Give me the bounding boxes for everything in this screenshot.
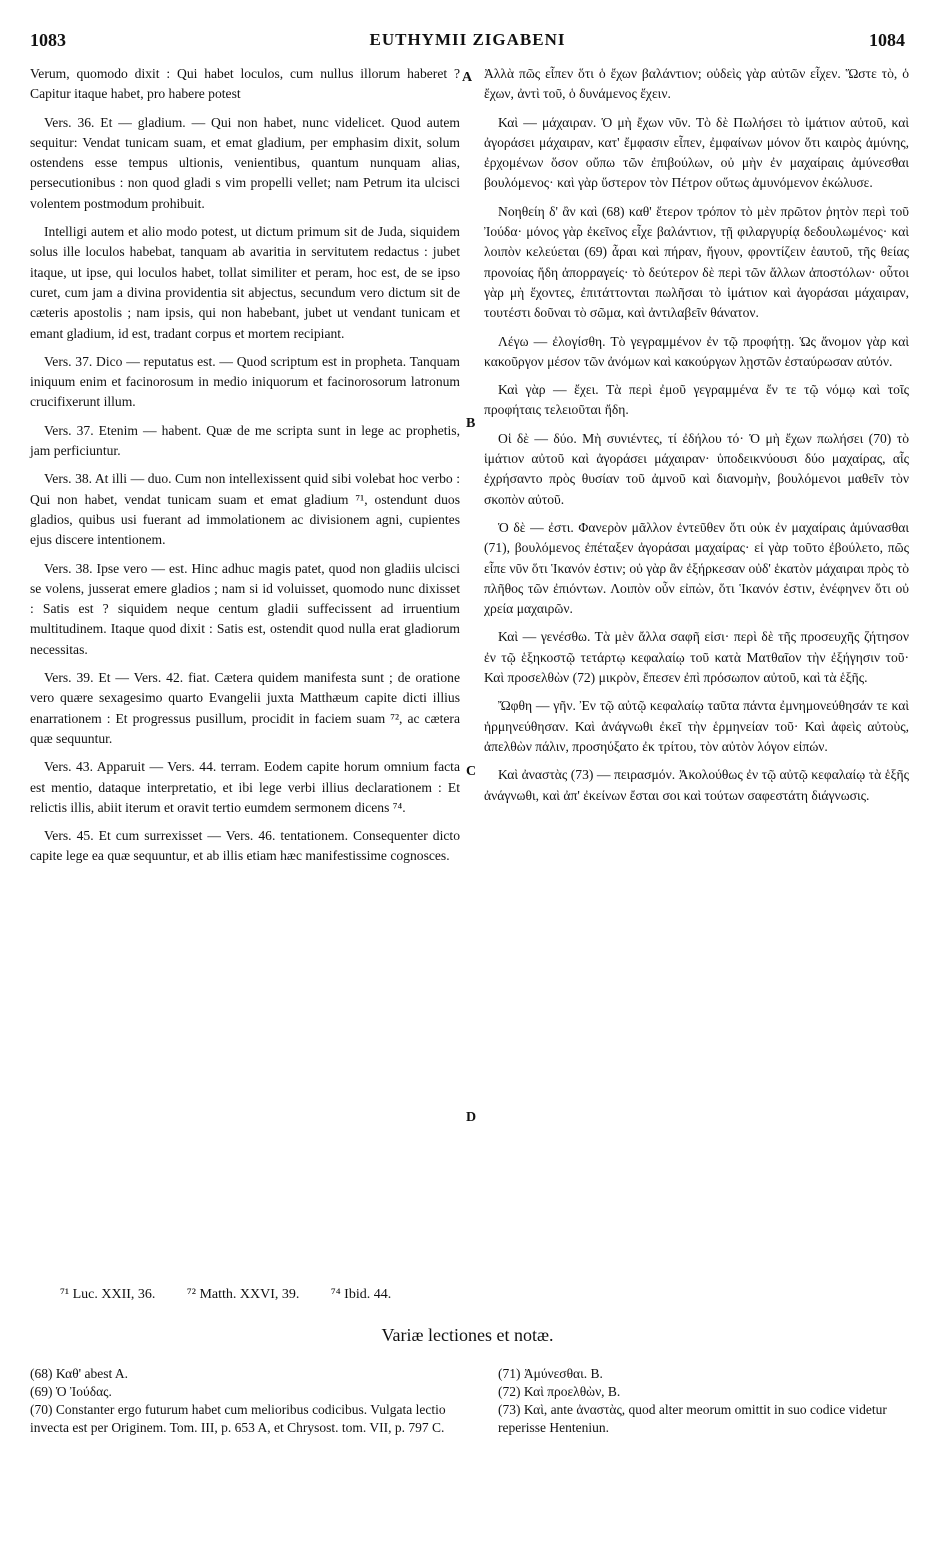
- variant-note: (69) Ὁ Ἰούδας.: [30, 1384, 112, 1399]
- latin-paragraph: Vers. 37. Etenim — habent. Quæ de me scripta sunt in lege ac prophetis, jam perficiuntur.: [30, 422, 460, 459]
- latin-column: [30, 64, 460, 875]
- latin-paragraph: Vers. 38. Ipse vero — est. Hinc adhuc magis patet, quod non gladiis ulcisci se volens, jusserat emere gladios ; nam si id voluisset, quomodo nunc dixisset : Satis est ? siquidem neque centum gladii suffecissent ad irruentium multitudinem. Itaque quod dixit : Satis est, ostendit quod nulla erat gladiorum necessitas.: [30, 560, 460, 657]
- page-number-right: 1084: [869, 30, 905, 50]
- footnote: ⁷⁴ Ibid. 44.: [330, 1287, 392, 1302]
- margin-marker-d: D: [466, 1110, 477, 1125]
- margin-marker-a: A: [462, 70, 473, 85]
- greek-paragraph: Νοηθείη δ' ἂν καὶ (68) καθ' ἕτερον τρόπον τὸ μὲν πρῶτον ῥητὸν περὶ τοῦ Ἰούδα· μόνος γὰρ ἐκεῖνος εἶχε βαλάντιον, τῇ φιλαργυρίᾳ δεδουλωμένος· καὶ λοιπὸν κελεύεται (69) ἆραι καὶ πήραν, ἤγουν, φροντίζειν ἑαυτοῦ, τῆς θείας προνοίας ἤδη ἀπορραγείς· τὸ δεύτερον δὲ περὶ τῶν ἄλλων ἀποστόλων· οὗτοι γὰρ μὴ ἔχοντες, ἐπιτάττονται πωλῆσαι τὸ ἱμάτιον καὶ ἀγοράσαι μάχαιραν, τουτέστι δοῦναι τὸ σῶμα, καὶ ἀντιλαβεῖν θάνατον.: [484, 203, 909, 321]
- footnote: ⁷² Matth. XXVI, 39.: [186, 1287, 300, 1302]
- greek-column: [484, 64, 909, 814]
- page-number-left: 1083: [30, 30, 66, 50]
- greek-paragraph: Ὤφθη — γῆν. Ἐν τῷ αὐτῷ κεφαλαίῳ ταῦτα πάντα ἐμνημονεύθησάν τε καὶ ἡρμηνεύθησαν. Καὶ ἀνάγνωθι ἐκεῖ τὴν ἑρμηνείαν τοῦ· Καὶ ἀφεὶς αὐτοὺς, ἀπελθὼν πάλιν, προσηύξατο ἐκ τρίτου, τὸν αὐτὸν λόγον εἰπών.: [484, 698, 909, 754]
- margin-marker-c: C: [466, 764, 477, 779]
- greek-paragraph: Λέγω — ἐλογίσθη. Τὸ γεγραμμένον ἐν τῷ προφήτῃ. Ὡς ἄνομον γὰρ καὶ κακοῦργον μέσον τῶν ἀνόμων καὶ κακούργων λῃστῶν ἐσταύρωσαν αὐτόν.: [484, 333, 909, 369]
- greek-paragraph: Καὶ — γενέσθω. Τὰ μὲν ἄλλα σαφῆ εἰσι· περὶ δὲ τῆς προσευχῆς ζήτησον ἐν τῷ ἑξηκοστῷ τετάρτῳ κεφαλαίῳ τοῦ κατὰ Ματθαῖον τὴν ἐξήγησιν τοῦ· Καὶ προσελθὼν (72) μικρὸν, ἔπεσεν ἐπὶ πρόσωπον αὐτοῦ, καὶ τὰ ἑξῆς.: [484, 629, 909, 686]
- variant-note: (68) Καθ' abest A.: [30, 1366, 128, 1381]
- latin-paragraph: Vers. 38. At illi — duo. Cum non intellexissent quid sibi volebat hoc verbo : Qui non habet, vendat tunicam suam et emat gladium ⁷¹, ostendunt duos gladios, quibus usi fuerant ad immolationem ac divisionem agni, cupientes ejus discere intentionem.: [30, 471, 460, 548]
- latin-paragraph: Vers. 39. Et — Vers. 42. fiat. Cætera quidem manifesta sunt ; de oratione vero quære sexagesimo quarto Evangelii juxta Matthæum capite dicti illius enarrationem : Et progressus pusillum, procidit in faciem suam ⁷², ac cætera quæ sequuntur.: [30, 670, 460, 746]
- variant-note: (72) Καὶ προελθὼν, B.: [498, 1384, 621, 1399]
- page-title: EUTHYMII ZIGABENI: [369, 30, 566, 49]
- page-header: [30, 30, 905, 56]
- greek-paragraph: Καὶ ἀναστὰς (73) — πειρασμόν. Ἀκολούθως ἐν τῷ αὐτῷ κεφαλαίῳ τὰ ἑξῆς ἀνάγνωθι, καὶ ἀπ' ἐκείνων ἔσται σοι καὶ τούτων σαφεστάτη διάγνωσις.: [484, 767, 909, 803]
- footnote: ⁷¹ Luc. XXII, 36.: [60, 1287, 156, 1302]
- latin-paragraph: Vers. 36. Et — gladium. — Qui non habet, nunc videlicet. Quod autem sequitur: Vendat tunicam suam, et emat gladium, per emphasim dixit, solum ostendens esse tempus ultionis, venientibus, quantum nunquam alias, persecutionibus : non quod gladi s vim propelli vellet; nam Petrum ita ulcisci volentem postmodum prohibuit.: [30, 114, 460, 211]
- greek-paragraph: Οἱ δὲ — δύο. Μὴ συνιέντες, τί ἐδήλου τό· Ὁ μὴ ἔχων πωλήσει (70) τὸ ἱμάτιον αὐτοῦ καὶ ἀγοράσει μάχαιραν· ὑποδεικνύουσι δύο μαχαίρας, αἷς ἐχρήσαντο πρὸς θυσίαν τοῦ ἀμνοῦ καὶ διανομὴν, βουλόμενοι μαθεῖν τὸν σκοπὸν αὐτοῦ.: [484, 430, 909, 507]
- variae-heading: Variæ lectiones et notæ.: [381, 1325, 554, 1345]
- greek-paragraph: Ἀλλὰ πῶς εἶπεν ὅτι ὁ ἔχων βαλάντιον; οὐδεὶς γὰρ αὐτῶν εἶχεν. Ὥστε τὸ, ὁ ἔχων, ἀντὶ τοῦ, ὁ δυνάμενος ἔχειν.: [484, 66, 909, 102]
- variant-note: (71) Ἀμύνεσθαι. B.: [498, 1366, 603, 1381]
- greek-paragraph: Ὁ δὲ — ἐστι. Φανερὸν μᾶλλον ἐντεῦθεν ὅτι οὐκ ἐν μαχαίραις ἀμύνασθαι (71), βουλόμενος ἐπέταξεν ἀγοράσαι μαχαίρας· εἰ γὰρ τοῦτο ἐβούλετο, πῶς εἶπε νῦν ὅτι Ἱκανόν ἐστιν; οὐ γὰρ ἂν ἐξήρκεσαν οὐδ' ἑκατὸν μάχαιραι πρὸς τὸ πλῆθος τῶν ἐπιόντων. Λοιπὸν οὖν εἰπὼν, ὅτι Ἱκανόν ἐστιν, ἐνέφηνεν ὅτι οὐ χρεία μαχαιρῶν.: [484, 519, 909, 617]
- latin-paragraph: Vers. 45. Et cum surrexisset — Vers. 46. tentationem. Consequenter dicto capite lege ea quæ sequuntur, et ab illis etiam hæc manifestissime cognosces.: [30, 828, 460, 864]
- latin-paragraph: Verum, quomodo dixit : Qui habet loculos, cum nullus illorum haberet ? Capitur itaque habet, pro habere potest: [30, 66, 460, 102]
- variant-note: (70) Constanter ergo futurum habet cum melioribus codicibus. Vulgata lectio invecta est per Originem. Tom. III, p. 653 A, et Chrysost. tom. VII, p. 797 C.: [30, 1402, 446, 1435]
- notes-right: [498, 1365, 908, 1437]
- greek-paragraph: Καὶ γὰρ — ἔχει. Τὰ περὶ ἐμοῦ γεγραμμένα ἔν τε τῷ νόμῳ καὶ τοῖς προφήταις τελειοῦται ἤδη.: [484, 382, 909, 418]
- variant-note: (73) Καὶ, ante ἀναστὰς, quod alter meorum omittit in suo codice videtur reperisse Henteniun.: [498, 1402, 887, 1435]
- footnote-line: [60, 1287, 419, 1303]
- notes-left: [30, 1365, 460, 1437]
- margin-marker-b: B: [466, 416, 476, 431]
- latin-paragraph: Vers. 43. Apparuit — Vers. 44. terram. Eodem capite horum omnium facta est mentio, dataque interpretatio, et ibi lege verbi illius declarationem : Et relictis illis, abiit iterum et oravit tertio eumdem sermonem dicens ⁷⁴.: [30, 759, 460, 815]
- latin-paragraph: Vers. 37. Dico — reputatus est. — Quod scriptum est in propheta. Tanquam iniquum enim et facinorosum in medio iniquorum et facinorosorum latronum crucifixerunt illum.: [30, 353, 460, 410]
- latin-paragraph: Intelligi autem et alio modo potest, ut dictum primum sit de Juda, siquidem solus ille loculos habebat, tanquam ab avaritia in servitutem redactus : jubet itaque, ut ipse, qui loculos habet, tollat similiter et peram, hoc est, de se ipso curet, cum jam a divina providentia sit abjectus, secundum vero dictum sit de cæteris apostolis ; nam ipsis, qui non habebant, jubet ut vendant tunicam et emant gladium, id est, tradant corpus et mortem recipiant.: [30, 224, 460, 341]
- greek-paragraph: Καὶ — μάχαιραν. Ὁ μὴ ἔχων νῦν. Τὸ δὲ Πωλήσει τὸ ἱμάτιον αὐτοῦ, καὶ ἀγοράσει μάχαιραν, κατ' ἔμφασιν εἶπεν, ἐμφαίνων μόνον ὅτι καιρὸς ἀμύνης, ἐρχομένων ὅσον οὔπω τῶν ἐπιβούλων, οὐ μὴν ἐν μαχαίραις ἀμύνεσθαι βουλόμενος· καὶ γὰρ ὕστερον τὸν Πέτρον οὕτως ἀμυνόμενον ἐκώλυσε.: [484, 114, 909, 191]
